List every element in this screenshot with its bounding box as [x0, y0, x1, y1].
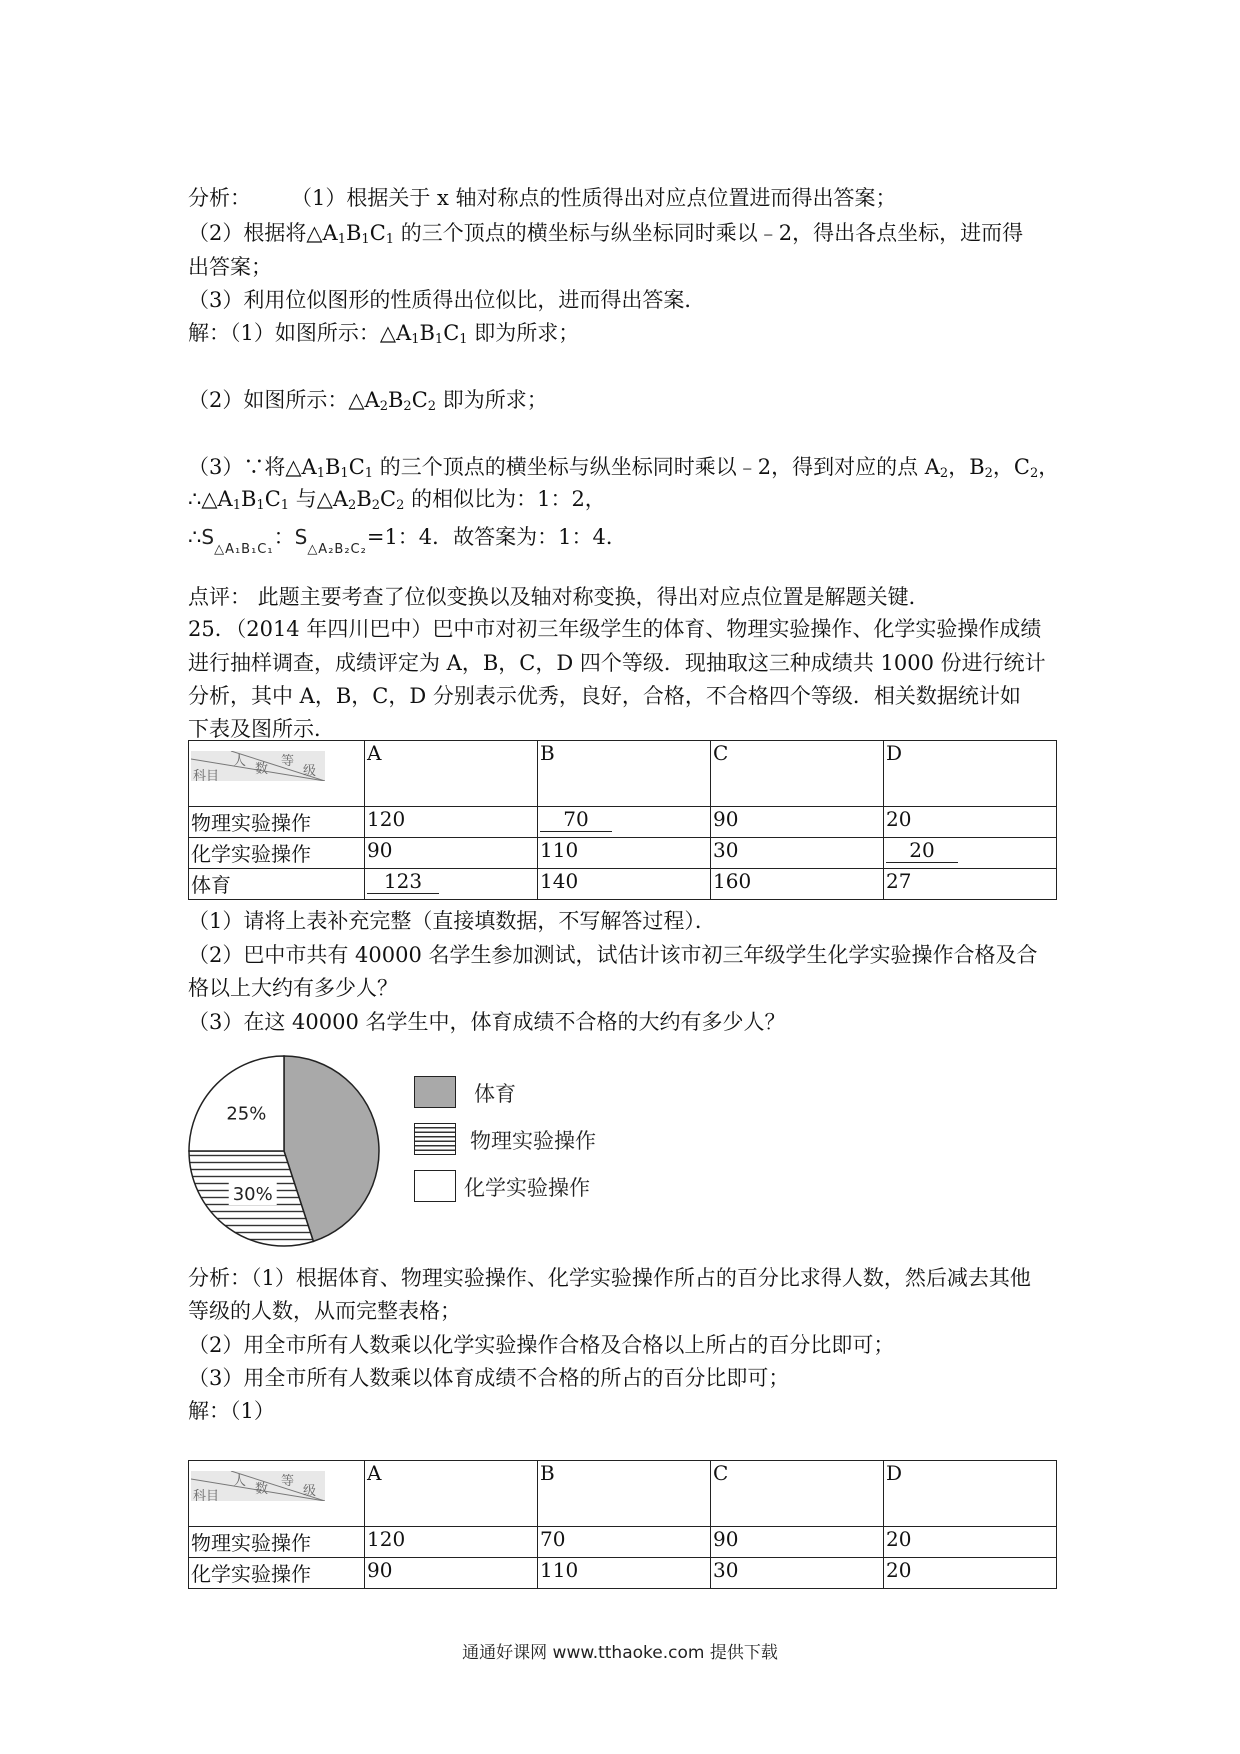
table-cell: 90	[711, 807, 884, 838]
table-corner-cell	[189, 1461, 365, 1527]
header-cell: C	[711, 1461, 884, 1527]
header-cell: A	[365, 741, 538, 807]
analysis-line-1: 分析： （1）根据关于 x 轴对称点的性质得出对应点位置进而得出答案；	[188, 186, 897, 210]
analysis-line-3: 出答案；	[188, 255, 272, 279]
table-cell-filled: 20	[884, 838, 1057, 869]
problem-line-4: 下表及图所示．	[188, 717, 335, 741]
analysis2-line-4: （3）用全市所有人数乘以体育成绩不合格的所占的百分比即可；	[188, 1366, 790, 1390]
legend-label-chemistry: 化学实验操作	[464, 1176, 590, 1200]
row-subject: 物理实验操作	[189, 1527, 365, 1558]
table-cell: 120	[365, 1527, 538, 1558]
solution-line-5: $\therefore S_{\triangle A_1B_1C_1}$：$S_{\triangle A_2B_2C_2}=1$：4．故答案为：1：4．	[188, 525, 627, 557]
table-cell: 90	[365, 838, 538, 869]
area-subscript-1: △A₁B₁C₁	[214, 542, 274, 557]
question-2a: （2）巴中市共有 40000 名学生参加测试，试估计该市初三年级学生化学实验操作合格及合	[188, 943, 1038, 967]
analysis2-line-5: 解：（1）	[188, 1399, 275, 1423]
table-row	[189, 838, 1057, 869]
table-cell-filled: 123	[365, 869, 538, 900]
solution-line-2: （2）如图所示：$\triangle A_2B_2C_2$ 即为所求；	[188, 388, 548, 414]
table-row	[189, 1527, 1057, 1558]
problem-line-3: 分析，其中 A，B，C，D 分别表示优秀，良好，合格，不合格四个等级．相关数据统计如	[188, 684, 1021, 708]
header-cell: D	[884, 741, 1057, 807]
header-cell: D	[884, 1461, 1057, 1527]
header-cell: B	[538, 741, 711, 807]
page-footer: 通通好课网 www.tthaoke.com 提供下载	[462, 1643, 778, 1663]
legend-swatch-chemistry	[414, 1170, 456, 1202]
table-cell: 27	[884, 869, 1057, 900]
table-cell: 20	[884, 1527, 1057, 1558]
table-cell: 20	[884, 807, 1057, 838]
area-symbol: S	[201, 525, 215, 549]
header-cell: B	[538, 1461, 711, 1527]
analysis2-line-3: （2）用全市所有人数乘以化学实验操作合格及合格以上所占的百分比即可；	[188, 1333, 895, 1357]
comment: 点评： 此题主要考查了位似变换以及轴对称变换，得出对应点位置是解题关键．	[188, 585, 930, 609]
diagonal-header: 人 数 等 级 科目	[191, 1471, 325, 1501]
table-row	[189, 869, 1057, 900]
row-subject: 物理实验操作	[189, 807, 365, 838]
question-1: （1）请将上表补充完整（直接填数据，不写解答过程）．	[188, 909, 716, 933]
table-cell: 30	[711, 1558, 884, 1589]
solution-line-3: （3）∵将$\triangle A_1B_1C_1$ 的三个顶点的横坐标与纵坐标同时乘以﹣2，得到对应的点 $A_2$，$B_2$，$C_2$，	[188, 455, 1060, 481]
solution-line-1: 解：（1）如图所示：$\triangle A_1B_1C_1$ 即为所求；	[188, 321, 580, 347]
table-cell: 70	[538, 1527, 711, 1558]
analysis2-line-1: 分析：（1）根据体育、物理实验操作、化学实验操作所占的百分比求得人数，然后减去其他	[188, 1266, 1031, 1290]
grade-table-1	[188, 740, 1057, 900]
table-cell: 110	[538, 838, 711, 869]
legend-swatch-pe	[414, 1076, 456, 1108]
table-cell: 110	[538, 1558, 711, 1589]
pie-chart	[178, 1040, 438, 1270]
header-cell: C	[711, 741, 884, 807]
table-cell: 90	[711, 1527, 884, 1558]
analysis-line-4: （3）利用位似图形的性质得出位似比，进而得出答案．	[188, 288, 706, 312]
row-subject: 体育	[189, 869, 365, 900]
legend-swatch-physics	[414, 1123, 456, 1155]
table-cell: 140	[538, 869, 711, 900]
row-subject: 化学实验操作	[189, 1558, 365, 1589]
area-subscript-2: △A₂B₂C₂	[307, 542, 367, 557]
table-cell-filled: 70	[538, 807, 711, 838]
area-symbol: S	[294, 525, 308, 549]
analysis2-line-2: 等级的人数，从而完整表格；	[188, 1299, 461, 1323]
problem-line-1: 25．（2014 年四川巴中）巴中市对初三年级学生的体育、物理实验操作、化学实验操作成绩	[188, 617, 1042, 641]
pie-slice-label: 30%	[232, 1184, 273, 1206]
table-cell: 30	[711, 838, 884, 869]
legend-label-physics: 物理实验操作	[470, 1129, 596, 1153]
table-cell: 120	[365, 807, 538, 838]
table-cell: 160	[711, 869, 884, 900]
table-row	[189, 807, 1057, 838]
table-cell: 90	[365, 1558, 538, 1589]
problem-line-2: 进行抽样调查，成绩评定为 A，B，C，D 四个等级．现抽取这三种成绩共 1000 份进行统计	[188, 651, 1046, 675]
question-3: （3）在这 40000 名学生中，体育成绩不合格的大约有多少人？	[188, 1010, 786, 1034]
solution-line-4: $\therefore\triangle A_1B_1C_1$ 与$\triangle A_2B_2C_2$ 的相似比为：1：2，	[188, 487, 606, 513]
question-2b: 格以上大约有多少人？	[188, 976, 398, 1000]
header-cell: A	[365, 1461, 538, 1527]
table-cell: 20	[884, 1558, 1057, 1589]
table-corner-cell	[189, 741, 365, 807]
legend-label-pe: 体育	[474, 1082, 516, 1106]
table-row	[189, 1558, 1057, 1589]
pie-slice-label: 25%	[226, 1103, 267, 1125]
diagonal-header: 人 数 等 级 科目	[191, 751, 325, 781]
grade-table-2	[188, 1460, 1057, 1589]
row-subject: 化学实验操作	[189, 838, 365, 869]
analysis-line-2: （2）根据将$\triangle A_1B_1C_1$ 的三个顶点的横坐标与纵坐标同时乘以﹣2，得出各点坐标，进而得	[188, 221, 1024, 247]
